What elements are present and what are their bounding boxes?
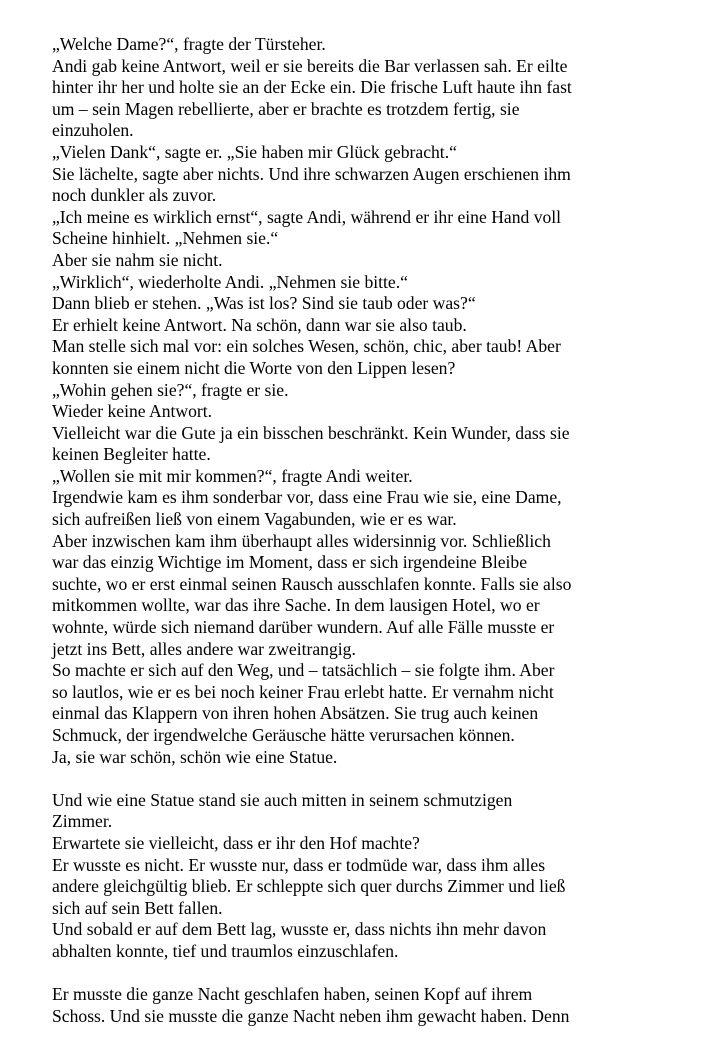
text-line: Andi gab keine Antwort, weil er sie bereits die Bar verlassen sah. Er eilte	[52, 55, 568, 76]
text-line: „Ich meine es wirklich ernst“, sagte Andi, während er ihr eine Hand voll	[52, 206, 562, 227]
text-line: so lautlos, wie er es bei noch keiner Frau erlebt hatte. Er vernahm nicht	[52, 681, 554, 702]
text-line: suchte, wo er erst einmal seinen Rausch ausschlafen konnte. Falls sie also	[52, 573, 572, 594]
text-line: Er musste die ganze Nacht geschlafen haben, seinen Kopf auf ihrem	[52, 984, 533, 1005]
text-line: Irgendwie kam es ihm sonderbar vor, dass eine Frau wie sie, eine Dame,	[52, 487, 562, 508]
text-line: war das einzig Wichtige im Moment, dass er sich irgendeine Bleibe	[52, 552, 528, 573]
text-line: hinter ihr her und holte sie an der Ecke ein. Die frische Luft haute ihn fast	[52, 77, 572, 98]
text-line: Aber inzwischen kam ihm überhaupt alles widersinnig vor. Schließlich	[52, 530, 551, 551]
text-line: Schmuck, der irgendwelche Geräusche hätte verursachen können.	[52, 725, 515, 745]
text-line: noch dunkler als zuvor.	[52, 185, 217, 206]
paragraph-break	[52, 768, 652, 790]
text-line: sich aufreißen ließ von einem Vagabunden, wie er es war.	[52, 509, 457, 530]
text-line: Zimmer.	[52, 811, 113, 832]
paragraph-break	[52, 963, 652, 985]
text-line: um – sein Magen rebellierte, aber er brachte es trotzdem fertig, sie	[52, 98, 520, 119]
text-line: sich auf sein Bett fallen.	[52, 897, 223, 918]
text-line: mitkommen wollte, war das ihre Sache. In dem lausigen Hotel, wo er	[52, 595, 540, 616]
text-line: keinen Begleiter hatte.	[52, 444, 211, 465]
text-line: „Wollen sie mit mir kommen?“, fragte Andi weiter.	[52, 465, 413, 486]
text-line: andere gleichgültig blieb. Er schleppte sich quer durchs Zimmer und ließ	[52, 876, 566, 897]
text-line: Vielleicht war die Gute ja ein bisschen beschränkt. Kein Wunder, dass sie	[52, 422, 570, 443]
text-line: So machte er sich auf den Weg, und – tatsächlich – sie folgte ihm. Aber	[52, 660, 555, 681]
text-line: Erwartete sie vielleicht, dass er ihr den Hof machte?	[52, 832, 420, 853]
text-line: abhalten konnte, tief und traumlos einzuschlafen.	[52, 940, 399, 961]
text-line: einzuholen.	[52, 120, 134, 141]
text-line: konnten sie einem nicht die Worte von den Lippen lesen?	[52, 357, 456, 378]
text-line: „Vielen Dank“, sagte er. „Sie haben mir Glück gebracht.“	[52, 141, 457, 162]
text-line: Schoss. Und sie musste die ganze Nacht neben ihm gewacht haben. Denn	[52, 1005, 570, 1026]
text-line: Ja, sie war schön, schön wie eine Statue.	[52, 746, 338, 767]
text-line: einmal das Klappern von ihren hohen Absätzen. Sie trug auch keinen	[52, 703, 539, 724]
text-line: „Wohin gehen sie?“, fragte er sie.	[52, 379, 289, 400]
text-line: Scheine hinhielt. „Nehmen sie.“	[52, 228, 279, 249]
text-line: Sie lächelte, sagte aber nichts. Und ihre schwarzen Augen erschienen ihm	[52, 163, 571, 184]
text-line: Und sobald er auf dem Bett lag, wusste er, dass nichts ihn mehr davon	[52, 919, 547, 940]
text-line: Aber sie nahm sie nicht.	[52, 249, 223, 270]
text-line: wohnte, würde sich niemand darüber wundern. Auf alle Fälle musste er	[52, 617, 555, 638]
document-page	[52, 34, 652, 1027]
text-line: jetzt ins Bett, alles andere war zweitrangig.	[52, 638, 356, 659]
text-line: „Wirklich“, wiederholte Andi. „Nehmen sie bitte.“	[52, 271, 408, 292]
text-line: „Welche Dame?“, fragte der Türsteher.	[52, 34, 326, 54]
text-line: Er erhielt keine Antwort. Na schön, dann war sie also taub.	[52, 314, 467, 335]
text-line: Wieder keine Antwort.	[52, 401, 213, 422]
text-line: Man stelle sich mal vor: ein solches Wesen, schön, chic, aber taub! Aber	[52, 336, 561, 357]
text-line: Er wusste es nicht. Er wusste nur, dass er todmüde war, dass ihm alles	[52, 854, 546, 875]
text-line: Dann blieb er stehen. „Was ist los? Sind sie taub oder was?“	[52, 293, 476, 314]
text-line: Und wie eine Statue stand sie auch mitten in seinem schmutzigen	[52, 789, 513, 810]
